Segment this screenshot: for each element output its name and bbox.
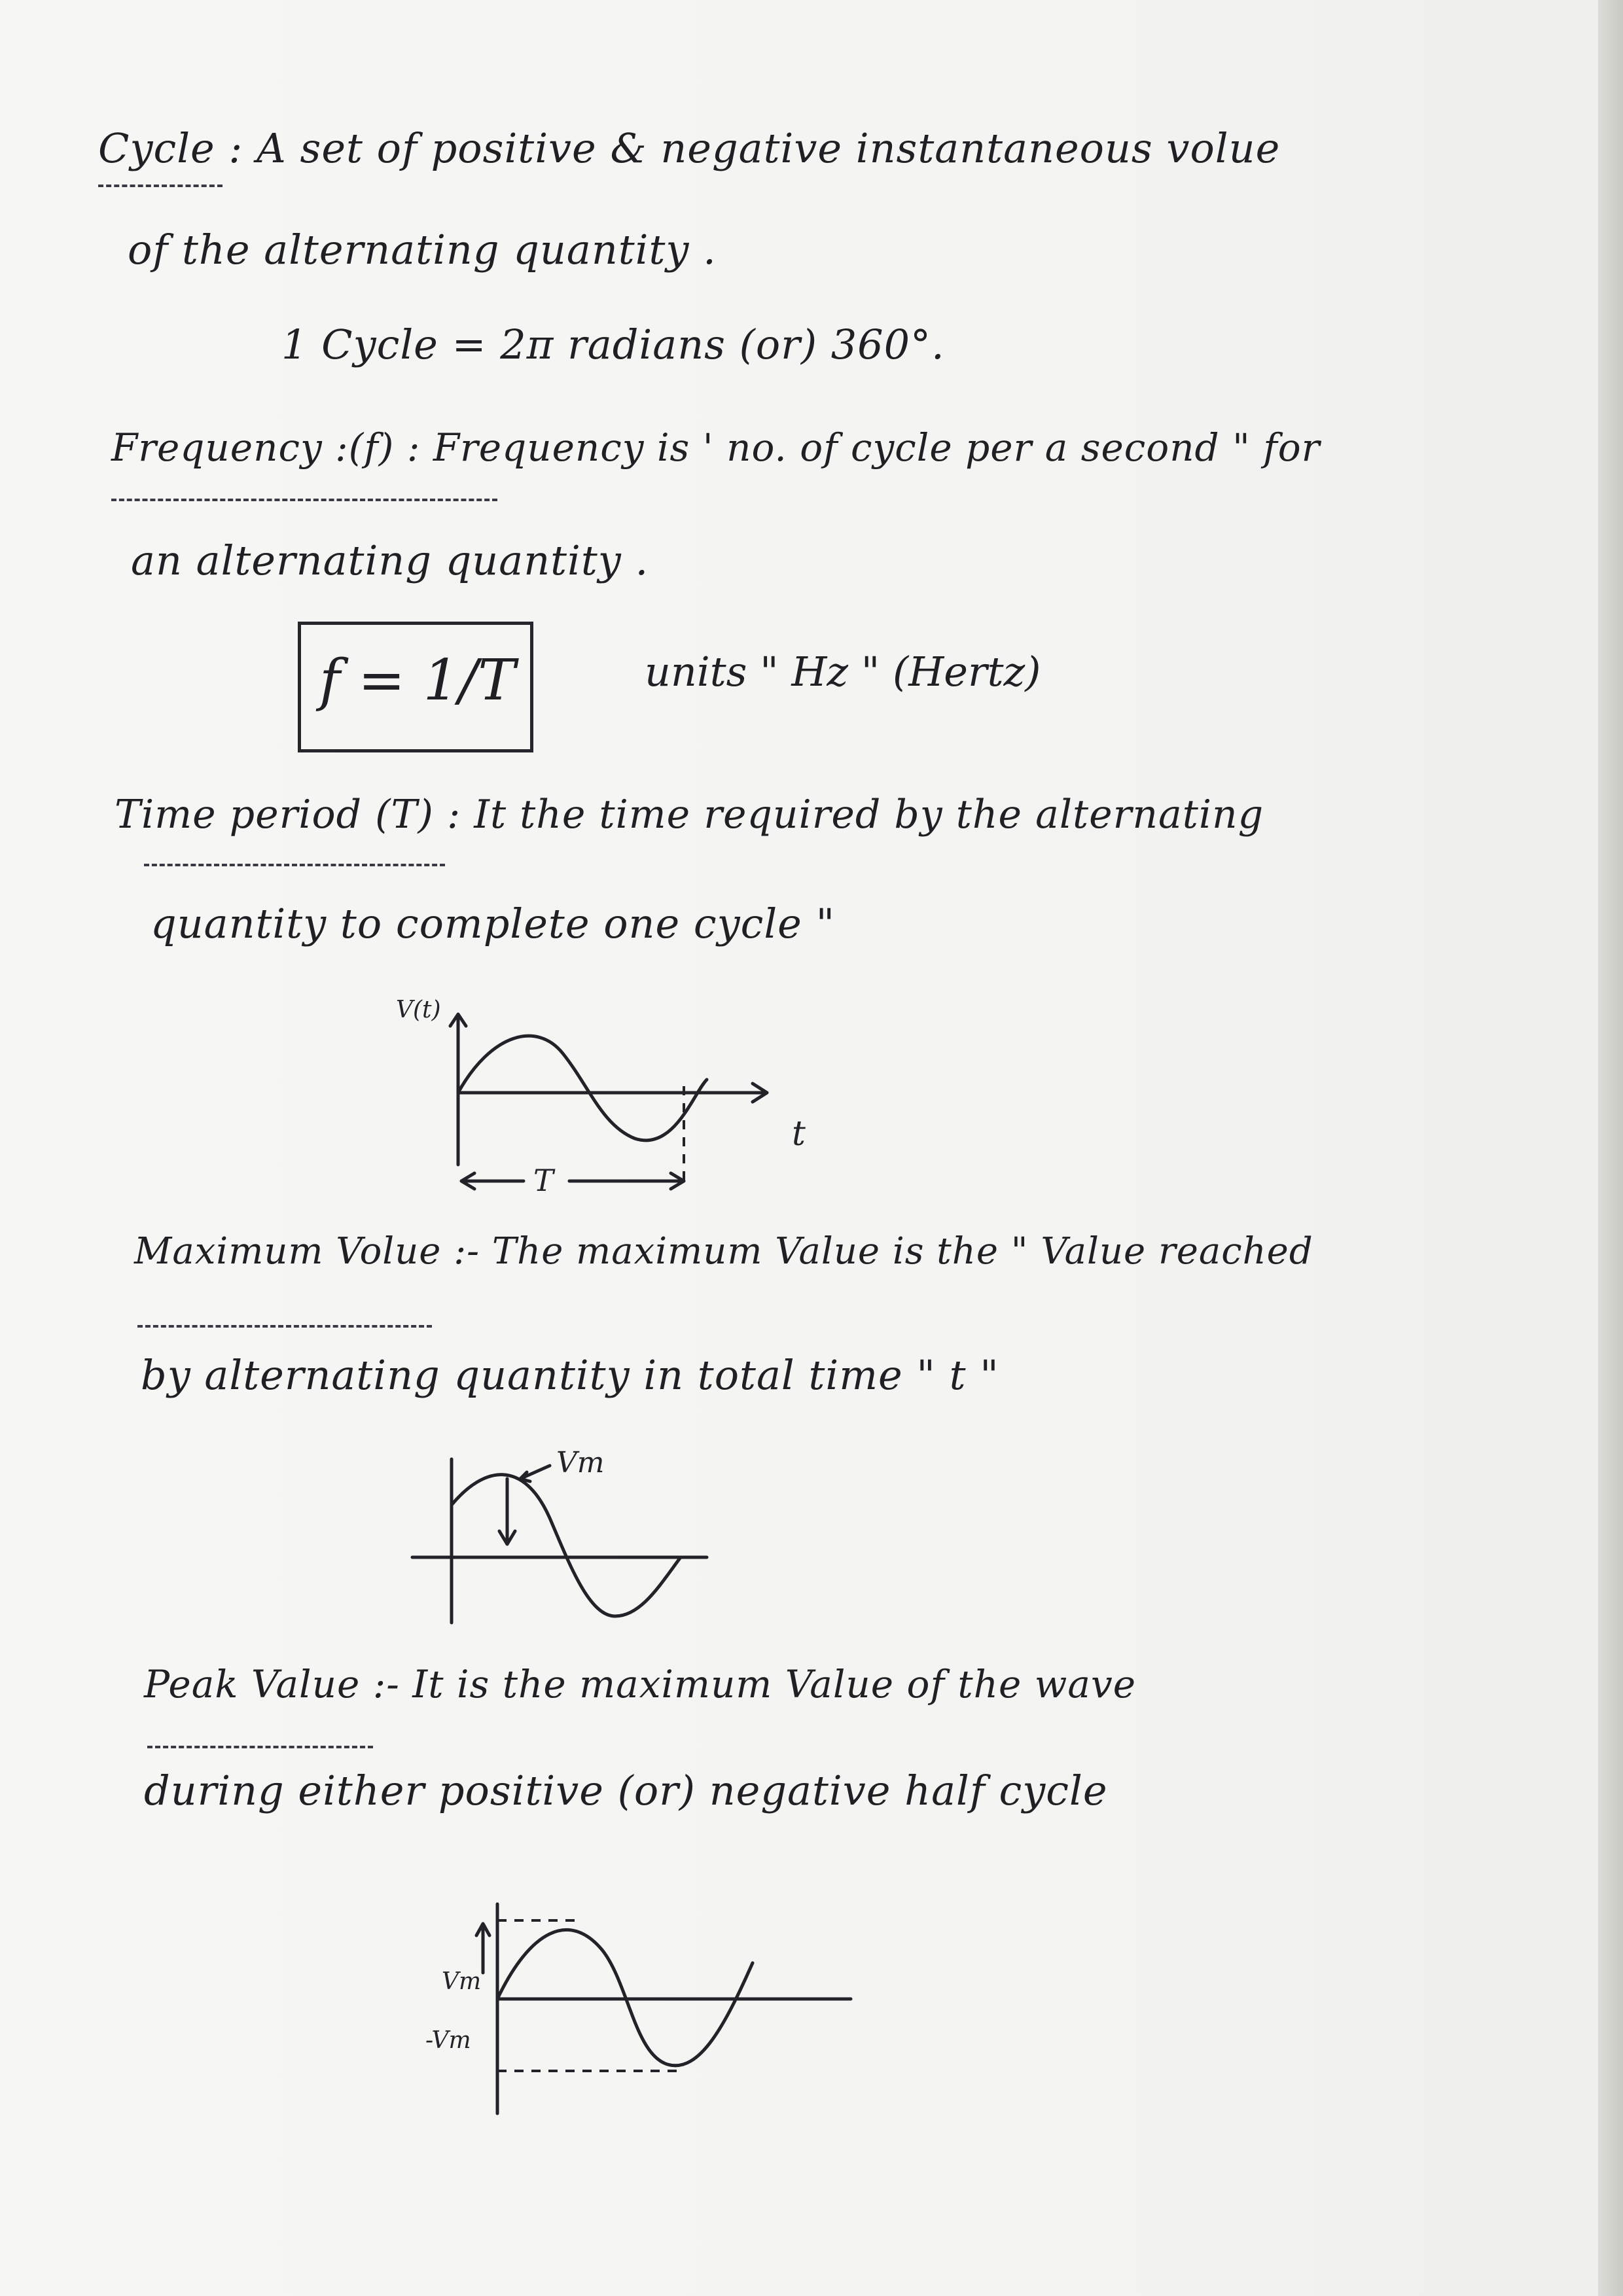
frequency-definition-line1: Frequency :(f) : Frequency is ' no. of cycle per a second " for [111,425,1321,470]
peak-value-underline [147,1746,373,1748]
positive-peak-label: Vm [442,1968,482,1995]
positive-peak-arrow [476,1924,490,1973]
cycle-underline [98,185,223,187]
sine-curve [458,1036,707,1140]
maximum-value-underline [137,1325,432,1328]
negative-peak-label: -Vm [425,2027,471,2054]
x-axis [458,1084,767,1102]
peak-label: Vm [556,1446,605,1479]
sine-curve [452,1475,681,1616]
time-period-definition-line1: Time period (T) : It the time required by the alternating [115,792,1264,838]
time-axis-label: t [792,1114,806,1154]
time-period-waveform [366,988,825,1224]
peak-arrow [499,1479,515,1544]
maximum-value-waveform [393,1433,733,1642]
period-label: T [533,1163,554,1198]
frequency-definition-line2: an alternating quantity . [131,537,649,584]
frequency-underline [111,499,497,501]
peak-value-waveform [406,1891,864,2133]
peak-value-definition-line2: during either positive (or) negative half cycle [144,1767,1108,1814]
period-arrow-right [569,1173,684,1189]
maximum-value-definition-line1: Maximum Volue :- The maximum Value is the " Value reached [134,1230,1313,1273]
cycle-definition-line1: Cycle : A set of positive & negative instantaneous volue [98,124,1281,172]
maximum-value-definition-line2: by alternating quantity in total time " t " [141,1351,999,1399]
cycle-definition-line2: of the alternating quantity . [128,226,717,274]
time-period-y-label: V(t) [396,997,441,1023]
frequency-formula: f = 1/T [319,648,516,713]
period-arrow-left [461,1173,524,1189]
peak-value-definition-line1: Peak Value :- It is the maximum Value of the wave [144,1662,1137,1706]
frequency-units: units " Hz " (Hertz) [645,648,1041,696]
time-period-underline [144,864,445,866]
cycle-radian-relation: 1 Cycle = 2π radians (or) 360°. [281,321,945,368]
peak-pointer [520,1466,550,1481]
page-edge [1598,0,1623,2296]
time-period-definition-line2: quantity to complete one cycle " [151,900,836,947]
